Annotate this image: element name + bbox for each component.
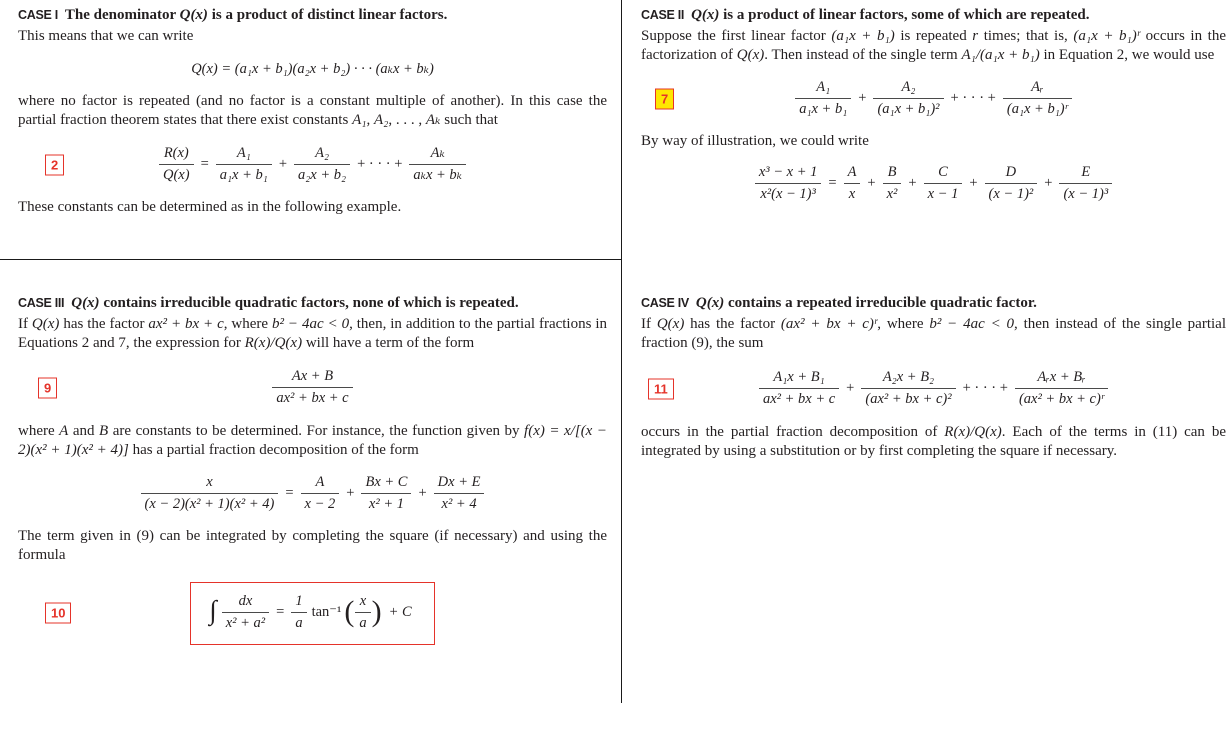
fraction [361,474,411,514]
numerator: 1 [291,593,306,613]
horizontal-divider-left [0,259,621,260]
fraction [883,164,902,204]
case3-paragraph-1: If Q(x) has the factor ax² + bx + c, where b² − 4ac < 0, then, in addition to the partial fractions in Equations 2 and 7, the expression for R(x)/Q(x) will have a term of the form [18,316,608,351]
equals-sign: = [828,174,837,191]
case1-section [18,6,607,217]
equation-2-row [18,145,607,185]
denominator: a₁x + b₁ [799,101,848,118]
fraction [434,474,485,514]
case1-heading [18,6,607,25]
fraction [1003,79,1072,119]
numerator: D [985,164,1038,184]
equation-7-row [641,79,1226,119]
case1-title: The denominator Q(x) is a product of distinct linear factors. [64,7,448,23]
case1-paragraph-2: where no factor is repeated (and no factor is a constant multiple of another). In this case the partial fraction theorem states that there exist constants A₁, A₂, . . . , Aₖ such that [18,93,607,128]
case3-paragraph-2: where A and B are constants to be determined. For instance, the function given by f(x) = x/[(x − 2)(x² + 1)(x² + 4)] has a partial fraction decomposition of the form [18,422,607,458]
fraction [216,145,272,185]
fraction [924,164,963,204]
numerator: C [924,164,963,184]
numerator: A [844,164,861,184]
plus-sign: + [867,174,876,191]
denominator: a₁x + b₁ [219,167,268,184]
case3-paragraph-3: The term given in (9) can be integrated by completing the square (if necessary) and using the formula [18,527,607,563]
fraction [222,593,269,633]
plus-sign: + [346,484,355,501]
case2-section [641,6,1226,204]
fraction [272,368,352,408]
integral-sign: ∫ [209,594,217,625]
equation-badge-2: 2 [45,154,64,175]
case4-label: CASE IV [641,296,689,310]
denominator: x − 1 [927,186,959,203]
equation-10-row [18,582,607,646]
fraction [844,164,861,204]
numerator: x³ − x + 1 [755,164,822,184]
equation-9-row [18,368,607,408]
plus-sign: + [278,156,288,173]
case3-label: CASE III [18,296,65,310]
case1-paragraph-1: This means that we can write [18,28,194,44]
case4-section [641,294,1226,461]
numerator: A₁ [795,79,851,99]
denominator: (x − 2)(x² + 1)(x² + 4) [144,496,275,513]
plus-dots: + · · · + [950,90,996,107]
plus-sign: + [418,484,427,501]
case4-title: Q(x) contains a repeated irreducible quadratic factor. [695,295,1037,311]
denominator: x − 2 [304,496,336,513]
equation-q-product-row [18,61,607,78]
fraction [141,474,279,514]
arctan-function: tan⁻¹ [311,603,342,620]
equation-7 [795,79,1072,119]
case4-paragraph-2: occurs in the partial fraction decomposition of R(x)/Q(x). Each of the terms in (11) can be integrated by using a substitution or by first completing the square if necessary. [641,423,1226,459]
case2-paragraph-2: By way of illustration, we could write [641,132,869,149]
denominator: x² + 1 [368,496,404,513]
formula-10-box [190,582,434,646]
numerator: A₂x + B₂ [861,369,955,389]
case4-heading [641,294,1226,313]
fraction [294,145,350,185]
case3-heading [18,294,607,313]
denominator: a₂x + b₂ [298,167,347,184]
case2-label: CASE II [641,8,685,22]
denominator: (a₁x + b₁)ʳ [1006,101,1068,118]
denominator: x² + a² [225,614,266,631]
equation-11 [759,369,1108,409]
fraction [409,145,466,185]
numerator: Dx + E [434,474,485,494]
numerator: E [1059,164,1112,184]
fraction [1015,369,1108,409]
vertical-divider [621,0,622,703]
numerator: Bx + C [361,474,411,494]
plus-sign: + [1044,174,1053,191]
fraction [873,79,943,119]
equation-11-row [641,369,1226,409]
equation-badge-11: 11 [648,378,674,399]
denominator: (ax² + bx + c)² [865,391,952,408]
plus-constant: + C [388,603,412,620]
denominator: a [295,614,303,631]
equation-badge-9: 9 [38,377,57,398]
plus-sign: + [858,90,867,107]
numerator: A₂ [294,145,350,165]
numerator: Aᵣ [1003,79,1072,99]
numerator: x [355,593,370,613]
equation-badge-10: 10 [45,603,71,624]
fraction [301,474,340,514]
plus-dots: + · · · + [357,156,403,173]
equation-q-product: Q(x) = (a₁x + b₁)(a₂x + b₂) · · · (aₖx + bₖ) [191,61,434,77]
fraction [355,593,370,633]
plus-sign: + [846,380,855,397]
denominator: x² [886,186,898,203]
numerator: Ax + B [272,368,352,388]
case3-section [18,294,607,645]
plus-sign: + [908,174,917,191]
numerator: B [883,164,902,184]
denominator: a [359,614,367,631]
denominator: ax² + bx + c [762,391,836,408]
fraction [755,164,822,204]
equation-2 [159,145,466,185]
numerator: Aₖ [409,145,466,165]
numerator: A₁x + B₁ [759,369,839,389]
denominator: Q(x) [163,167,190,184]
fraction [159,145,194,185]
denominator: (x − 1)² [988,186,1034,203]
case2-paragraph-1: Suppose the first linear factor (a₁x + b₁) is repeated r times; that is, (a₁x + b₁)ʳ occurs in the factorization of Q(x). Then instead of the single term A₁/(a₁x + b₁) in Equation 2, we would use [641,28,1226,63]
denominator: x²(x − 1)³ [760,186,816,203]
plus-sign: + [969,174,978,191]
fraction [795,79,851,119]
fraction [861,369,955,409]
numerator: R(x) [159,145,194,165]
numerator: A [301,474,340,494]
left-paren: ( [344,595,355,629]
numerator: x [141,474,279,494]
case2-title: Q(x) is a product of linear factors, some of which are repeated. [691,7,1090,23]
numerator: dx [222,593,269,613]
denominator: (ax² + bx + c)ʳ [1018,391,1105,408]
right-paren: ) [371,595,382,629]
numerator: A₂ [873,79,943,99]
case1-label: CASE I [18,8,58,22]
denominator: (x − 1)³ [1063,186,1109,203]
equals-sign: = [285,484,294,501]
equation-illustration [755,164,1112,204]
numerator: Aᵣx + Bᵣ [1015,369,1108,389]
case4-paragraph-1: If Q(x) has the factor (ax² + bx + c)ʳ, where b² − 4ac < 0, then instead of the single partial fraction (9), the sum [641,316,1226,351]
denominator: x [848,186,856,203]
case3-title: Q(x) contains irreducible quadratic factors, none of which is repeated. [71,295,519,311]
denominator: x² + 4 [441,496,477,513]
equals-sign: = [200,156,209,173]
numerator: A₁ [216,145,272,165]
equation-badge-7: 7 [655,88,674,109]
equation-9 [272,368,352,408]
equation-decomposition-row [18,474,607,514]
fraction [291,593,306,633]
case1-paragraph-3: These constants can be determined as in the following example. [18,198,402,215]
case2-heading [641,6,1226,25]
denominator: aₖx + bₖ [413,167,462,184]
denominator: (a₁x + b₁)² [877,101,940,118]
fraction [985,164,1038,204]
denominator: ax² + bx + c [276,390,349,407]
fraction [1059,164,1112,204]
equals-sign: = [276,603,285,620]
equation-10 [209,593,411,633]
plus-dots: + · · · + [962,380,1008,397]
fraction [759,369,839,409]
equation-illustration-row [641,164,1226,204]
equation-decomposition [141,474,485,514]
